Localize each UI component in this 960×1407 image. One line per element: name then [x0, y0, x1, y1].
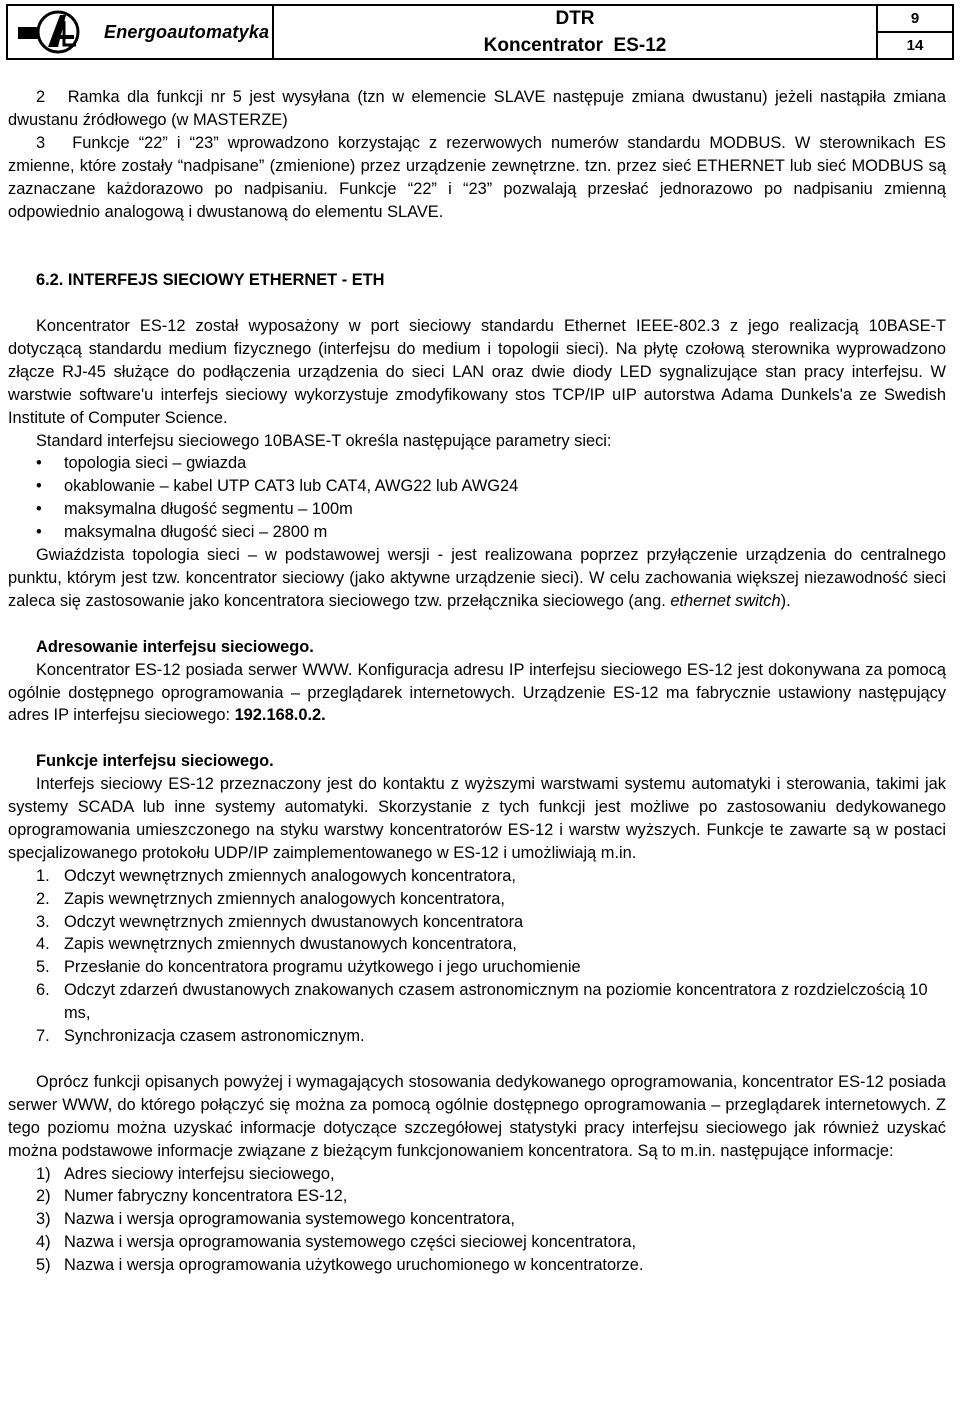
energoautomatyka-logo-icon [18, 9, 98, 55]
intro-paragraph-1: 2 Ramka dla funkcji nr 5 jest wysyłana (tzn w elemencie SLAVE następuje zmiana dwustanu) jeżeli nastąpiła zmiana dwustanu źródłowego (w MASTERZE) [8, 88, 951, 129]
document-body [8, 86, 956, 1277]
bullet-icon: • [36, 454, 42, 473]
section-heading: 6.2. INTERFEJS SIECIOWY ETHERNET - ETH [36, 271, 385, 290]
bullet-icon: • [36, 523, 42, 542]
info-list [8, 1163, 946, 1278]
section-paragraph-1: Koncentrator ES-12 został wyposażony w port sieciowy standardu Ethernet IEEE-802.3 z jego realizacją 10BASE-T dotyczącą standardu medium fizycznego (interfejsu do medium i topologii sieci). Na płytę czołową sterownika wyprowadzono złącze RJ-45 służące do podłączenia urządzenia do sieci LAN oraz dwie diody LED sygnalizujące stan pracy interfejsu. W warstwie software'u interfejs sieciowy wykorzystuje zmodyfikowany stos TCP/IP uIP autorstwa Adama Dunkels'a ze Swedish Institute of Computer Science. [8, 317, 946, 427]
list-item: 4) Nazwa i wersja oprogramowania systemowego części sieciowej koncentratora, [36, 1233, 637, 1252]
list-item: 7. Synchronizacja czasem astronomicznym. [36, 1027, 365, 1046]
functions-paragraph: Interfejs sieciowy ES-12 przeznaczony jest do kontaktu z wyższymi warstwami systemu automatyki i sterowania, takimi jak systemy SCADA lub inne systemy automatyki. Skorzystanie z tych funkcji jest możliwe po zastosowaniu dedykowanego oprogramowania umieszczonego na styku warstwy koncentratorów ES-12 i warstw wyższych. Funkcje te zawarte są w postaci specjalizowanego protokołu UDP/IP zaimplementowanego w ES-12 i umożliwiają m.in. [8, 775, 946, 862]
network-params-list [8, 452, 946, 544]
functions-heading: Funkcje interfejsu sieciowego. [36, 752, 274, 771]
document-title: DTR [555, 8, 595, 29]
list-item: 3. Odczyt wewnętrznych zmiennych dwustanowych koncentratora [36, 912, 524, 931]
document-title-box [274, 6, 878, 58]
page-number-box [878, 6, 952, 58]
list-item: 2) Numer fabryczny koncentratora ES-12, [36, 1187, 348, 1206]
list-item: • okablowanie – kabel UTP CAT3 lub CAT4, AWG22 lub AWG24 [8, 475, 946, 498]
ip-address: 192.168.0.2. [234, 706, 326, 725]
list-item: • topologia sieci – gwiazda [8, 452, 946, 475]
list-item: 6. Odczyt zdarzeń dwustanowych znakowanych czasem astronomicznym na poziomie koncentratora z rozdzielczością 10 ms, [36, 981, 928, 1023]
page-header [6, 4, 954, 60]
bullet-icon: • [36, 477, 42, 496]
addressing-paragraph: Koncentrator ES-12 posiada serwer WWW. Konfiguracja adresu IP interfejsu sieciowego ES-12 jest dokonywana za pomocą ogólnie dostępnego oprogramowania – przeglądarek internetowych. Urządzenie ES-12 ma fabrycznie ustawiony następujący adres IP interfejsu sieciowego: 192.168.0.2. [8, 660, 946, 725]
closing-paragraph: Oprócz funkcji opisanych powyżej i wymagających stosowania dedykowanego oprogramowania, koncentrator ES-12 posiada serwer WWW, do którego połączyć się można za pomocą ogólnie dostępnego oprogramowania – przeglądarek internetowych. Z tego poziomu można uzyskać informacje dotyczące szczegółowej statystyki pracy interfejsu sieciowego jak również uzyskać można podstawowe informacje związane z bieżącym funkcjonowaniem koncentratora. Są to m.in. następujące informacje: [8, 1072, 946, 1160]
list-item: 2. Zapis wewnętrznych zmiennych analogowych koncentratora, [36, 889, 505, 908]
list-item: 5. Przesłanie do koncentratora programu użytkowego i jego uruchomienie [36, 958, 581, 977]
document-subtitle: Koncentrator ES-12 [483, 35, 667, 56]
bullet-icon: • [36, 500, 42, 519]
list-item: 5) Nazwa i wersja oprogramowania użytkowego uruchomionego w koncentratorze. [36, 1256, 644, 1275]
brand-name: Energoautomatyka [104, 21, 270, 42]
list-item: 3) Nazwa i wersja oprogramowania systemowego koncentratora, [36, 1210, 515, 1229]
list-item: 4. Zapis wewnętrznych zmiennych dwustanowych koncentratora, [36, 935, 517, 954]
company-logo [8, 6, 274, 58]
page-number: 9 [878, 6, 952, 33]
list-item: • maksymalna długość segmentu – 100m [8, 498, 946, 521]
intro-paragraph-2: 3 Funkcje “22” i “23” wprowadzono korzystając z rezerwowych numerów standardu MODBUS. W sterownikach ES zmienne, które zostały “nadpisane” (zmienione) przez urządzenie zewnętrzne. tzn. przez sieć ETHERNET lub sieć MODBUS są zaznaczane każdorazowo po nadpisaniu. Funkcje “22” i “23” pozwalają przesłać jednorazowo po nadpisaniu zmienną odpowiednio analogową i dwustanową do elementu SLAVE. [8, 133, 956, 221]
list-item: 1. Odczyt wewnętrznych zmiennych analogowych koncentratora, [36, 866, 516, 885]
addressing-heading: Adresowanie interfejsu sieciowego. [36, 637, 314, 656]
section-paragraph-2: Standard interfejsu sieciowego 10BASE-T określa następujące parametry sieci: [36, 431, 612, 450]
functions-list [8, 865, 946, 1048]
section-paragraph-3: Gwiaździsta topologia sieci – w podstawowej wersji - jest realizowana poprzez przyłączenie urządzenia do centralnego punktu, którym jest tzw. koncentrator sieciowy (jako aktywne urządzenie sieci). W celu zachowania większej niezawodność sieci zaleca się zastosowanie jako koncentratora sieciowego tzw. przełącznika sieciowego (ang. ethernet switch). [8, 546, 946, 610]
page-total: 14 [906, 37, 924, 54]
list-item: • maksymalna długość sieci – 2800 m [8, 521, 946, 544]
list-item: 1) Adres sieciowy interfejsu sieciowego, [36, 1164, 335, 1183]
